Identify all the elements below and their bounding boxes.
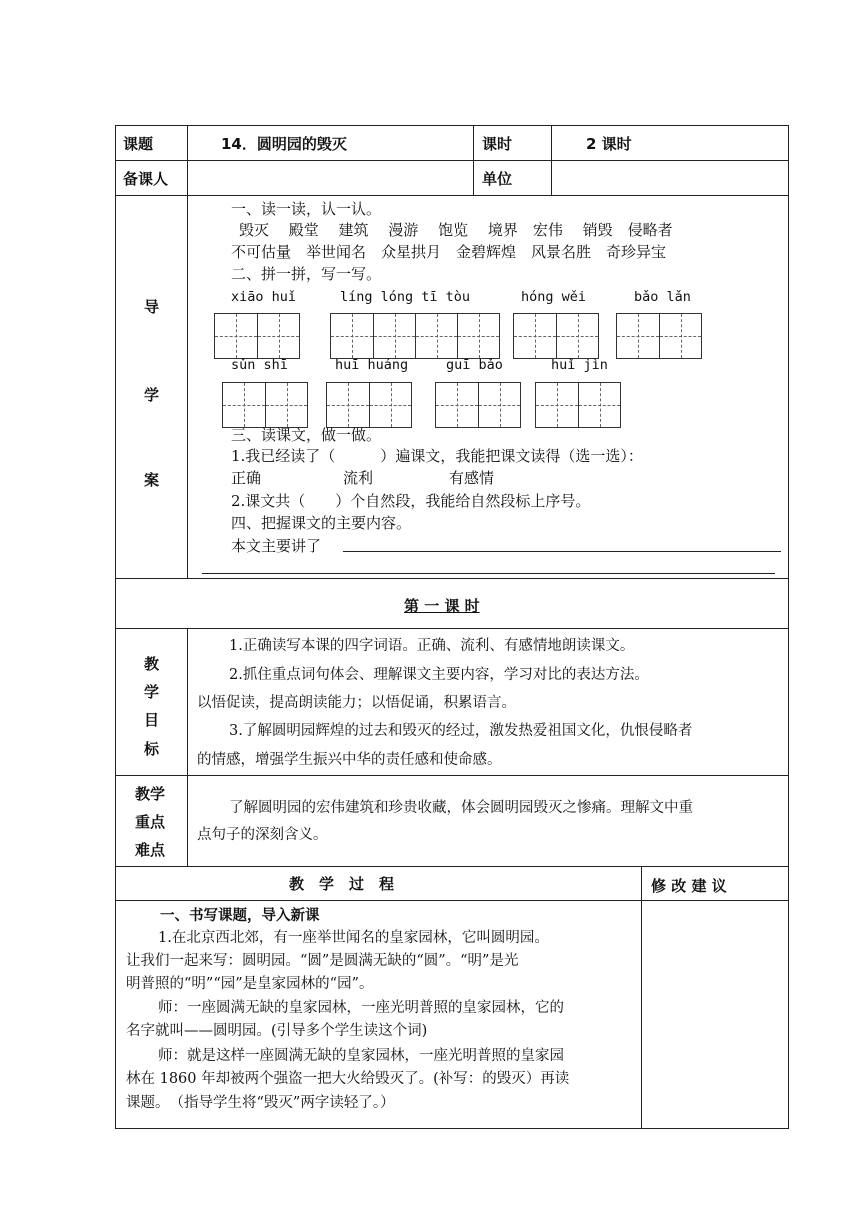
key-points-label: 教学 [135,785,166,803]
goals-label-char: 教 [144,655,160,673]
pinyin: huǐ jìn [551,357,608,373]
process-text: 师：一座圆满无缺的皇家园林，一座光明普照的皇家园林，它的 [158,1000,564,1016]
preparer-label: 备课人 [123,170,169,188]
answer-line[interactable] [202,573,775,574]
writing-grid[interactable] [214,313,300,359]
writing-grid[interactable] [326,382,412,428]
table-border-left [115,125,116,1129]
guide-label-char: 案 [144,471,160,489]
vocab-line-1: 毁灭 殿堂 建筑 漫游 饱览 境界 宏伟 销毁 侵略者 [239,221,673,239]
col-line [551,125,552,195]
vocab-line-2: 不可估量 举世闻名 众星拱月 金碧辉煌 风景名胜 奇珍异宝 [231,243,667,261]
pinyin: xiāo huǐ [231,289,297,305]
process-text: 师：就是这样一座圆满无缺的皇家园林，一座光明普照的皇家园 [158,1048,564,1064]
process-text: 明普照的“明”“园”是皇家园林的“园”。 [126,976,374,992]
col-line [641,866,642,1128]
writing-grid[interactable] [222,382,308,428]
process-text: 名字就叫——圆明园。(引导多个学生读这个词) [126,1023,428,1039]
row-line [115,195,789,196]
col-line [473,125,474,195]
row-line [115,866,789,867]
period-value: 2 课时 [586,135,632,153]
process-text: 1.在北京西北郊，有一座举世闻名的皇家园林，它叫圆明园。 [158,930,549,946]
row-line [115,628,789,629]
goal-2a: 2.抓住重点词句体会、理解课文主要内容，学习对比的表达方法。 [229,667,649,683]
main-content-prompt: 本文主要讲了 [231,537,322,555]
guide-label-char: 导 [144,298,160,316]
option[interactable]: 有感情 [449,469,495,487]
section-4-title: 四、把握课文的主要内容。 [231,514,412,532]
question-2: 2.课文共（ ）个自然段，我能给自然段标上序号。 [231,492,591,510]
section-3-title: 三、读课文，做一做。 [231,426,382,444]
writing-grid[interactable] [535,382,621,428]
goal-1: 1.正确读写本课的四字词语。正确、流利、有感情地朗读课文。 [229,638,635,654]
writing-grid[interactable] [513,313,599,359]
pinyin: bǎo lǎn [634,289,691,305]
section-2-title: 二、拼一拼，写一写。 [231,265,382,283]
pinyin: huī huáng [335,357,409,373]
process-text: 让我们一起来写：圆明园。“圆”是圆满无缺的“圆”。“明”是光 [126,953,519,969]
key-points-line-2: 点句子的深刻含义。 [197,827,328,843]
goal-3a: 3.了解圆明园辉煌的过去和毁灭的经过，激发热爱祖国文化，仇恨侵略者 [229,723,693,739]
topic-label: 课题 [123,135,154,153]
process-heading: 一、书写课题，导入新课 [160,908,320,924]
goals-label-char: 学 [144,683,160,701]
goals-label-char: 目 [144,711,160,729]
writing-grid[interactable] [330,313,500,359]
section-1-title: 一、读一读，认一认。 [231,200,382,218]
table-border-top [115,125,789,126]
key-points-label: 重点 [135,813,166,831]
key-points-line-1: 了解圆明园的宏伟建筑和珍贵收藏，体会圆明园毁灭之惨痛。理解文中重 [229,800,693,816]
answer-line[interactable] [343,551,781,552]
row-line [115,160,789,161]
guide-label-char: 学 [144,386,160,404]
process-text: 课题。 （指导学生将“毁灭”两字读轻了。） [126,1095,395,1111]
pinyin: guī bǎo [446,357,503,373]
period-label: 课时 [482,135,513,153]
pinyin: líng lóng tī tòu [340,289,471,305]
pinyin: hóng wěi [521,289,587,305]
writing-grid[interactable] [435,382,521,428]
option[interactable]: 流利 [343,469,374,487]
option[interactable]: 正确 [231,469,262,487]
col-line [187,125,188,578]
table-border-bottom [115,1128,789,1129]
first-lesson-title: 第 一 课 时 [404,597,480,615]
row-line [115,775,789,776]
topic-value: 14．圆明园的毁灭 [221,135,347,153]
table-border-right [788,125,789,1129]
col-line [187,628,188,866]
unit-label: 单位 [482,170,513,188]
process-text: 林在 1860 年却被两个强盗一把大火给毁灭了。(补写：的毁灭）再读 [126,1071,570,1087]
goals-label-char: 标 [144,740,160,758]
pinyin: sǔn shī [231,357,288,373]
process-header: 教 学 过 程 [289,875,395,893]
key-points-label: 难点 [135,841,166,859]
question-1: 1.我已经读了（ ）遍课文，我能把课文读得（选一选）： [231,447,643,465]
suggestion-header: 修 改 建 议 [651,877,727,895]
row-line [115,900,789,901]
writing-grid[interactable] [616,313,702,359]
row-line [115,578,789,579]
goal-2b: 以悟促读，提高朗读能力；以悟促诵，积累语言。 [197,695,516,711]
goal-3b: 的情感，增强学生振兴中华的责任感和使命感。 [197,752,502,768]
